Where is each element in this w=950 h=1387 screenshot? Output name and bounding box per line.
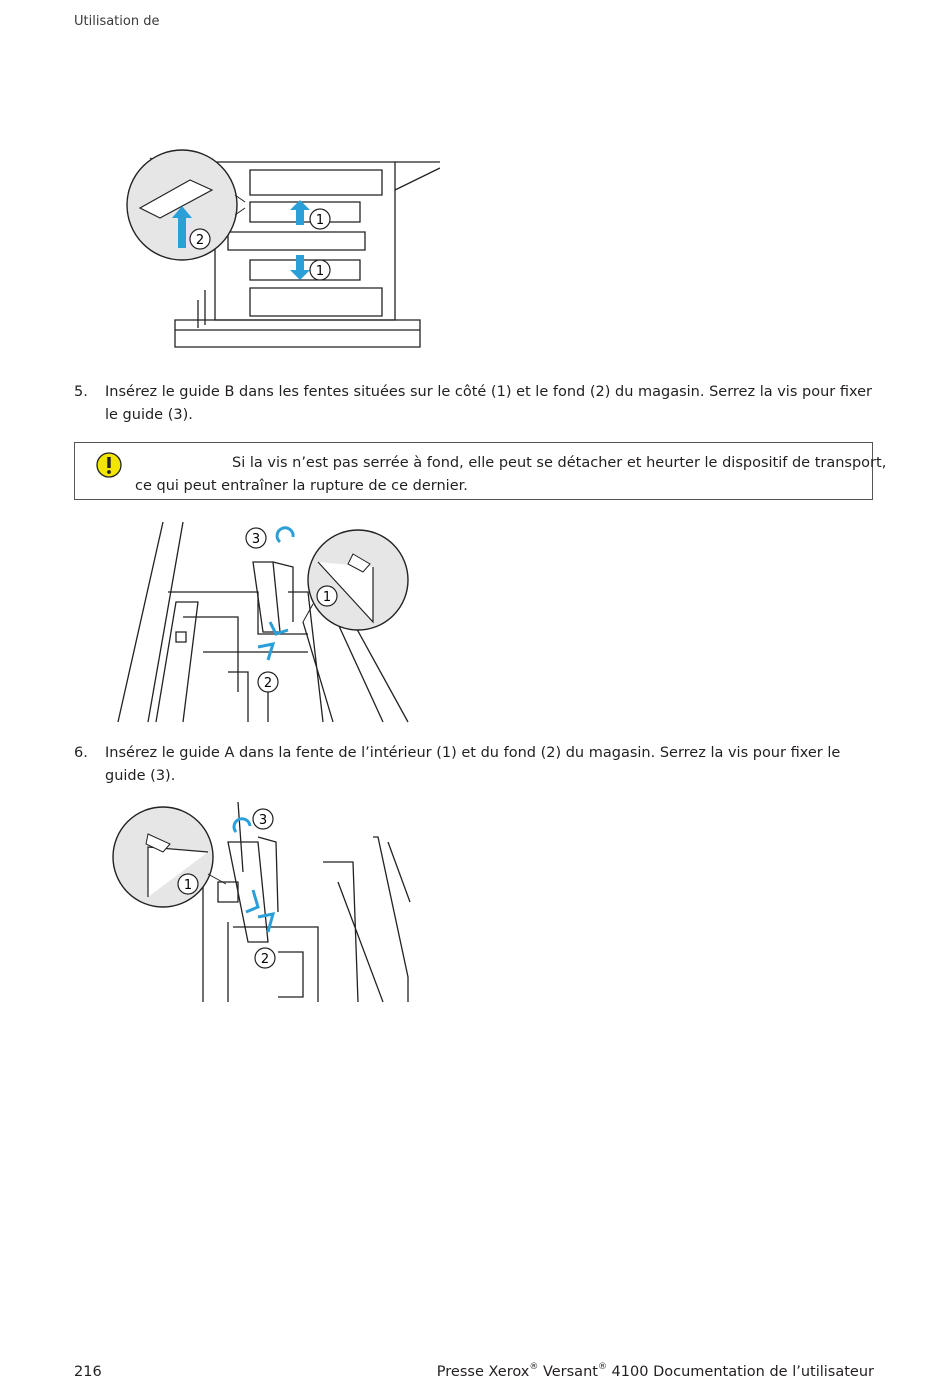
figure2-callout-1 [317,586,337,606]
running-header: Utilisation de [74,14,160,29]
step-6-number: 6. [74,745,88,761]
svg-text:1: 1 [183,878,193,893]
figure3-callout-2 [255,948,275,968]
svg-text:3: 3 [258,813,268,828]
svg-text:1: 1 [315,264,325,279]
caution-text-line2: ce qui peut entraîner la rupture de ce dernier. [135,478,468,494]
figure3-callout-1 [178,874,198,894]
figure-tray-guides [120,140,440,352]
document-title: Presse Xerox® Versant® 4100 Documentation de l’utilisateur [436,1362,874,1380]
caution-box [74,442,887,500]
figure2-callout-3 [246,528,266,548]
step-5-number: 5. [74,384,88,400]
figure1-callout-2 [190,229,210,249]
step-5-text: Insérez le guide B dans les fentes situées sur le côté (1) et le fond (2) du magasin. Serrez la vis pour fixer le guide (3). [105,384,872,423]
figure2-callout-2 [258,672,278,692]
caution-text-line1: Si la vis n’est pas serrée à fond, elle peut se détacher et heurter le dispositif de transport, [232,455,887,471]
figure-guide-b [108,522,412,724]
figure3-callout-3 [253,809,273,829]
caution-icon [96,452,122,478]
step-6-text: Insérez le guide A dans la fente de l’intérieur (1) et du fond (2) du magasin. Serrez la vis pour fixer le guide (3). [105,745,841,784]
svg-text:3: 3 [251,532,261,547]
svg-text:1: 1 [322,590,332,605]
svg-text:2: 2 [260,952,270,967]
page-number: 216 [74,1364,102,1380]
svg-text:2: 2 [195,233,205,248]
svg-text:1: 1 [315,213,325,228]
svg-text:2: 2 [263,676,273,691]
figure1-callout-1a [310,209,330,229]
figure-guide-a [108,802,412,1005]
figure1-callout-1b [310,260,330,280]
